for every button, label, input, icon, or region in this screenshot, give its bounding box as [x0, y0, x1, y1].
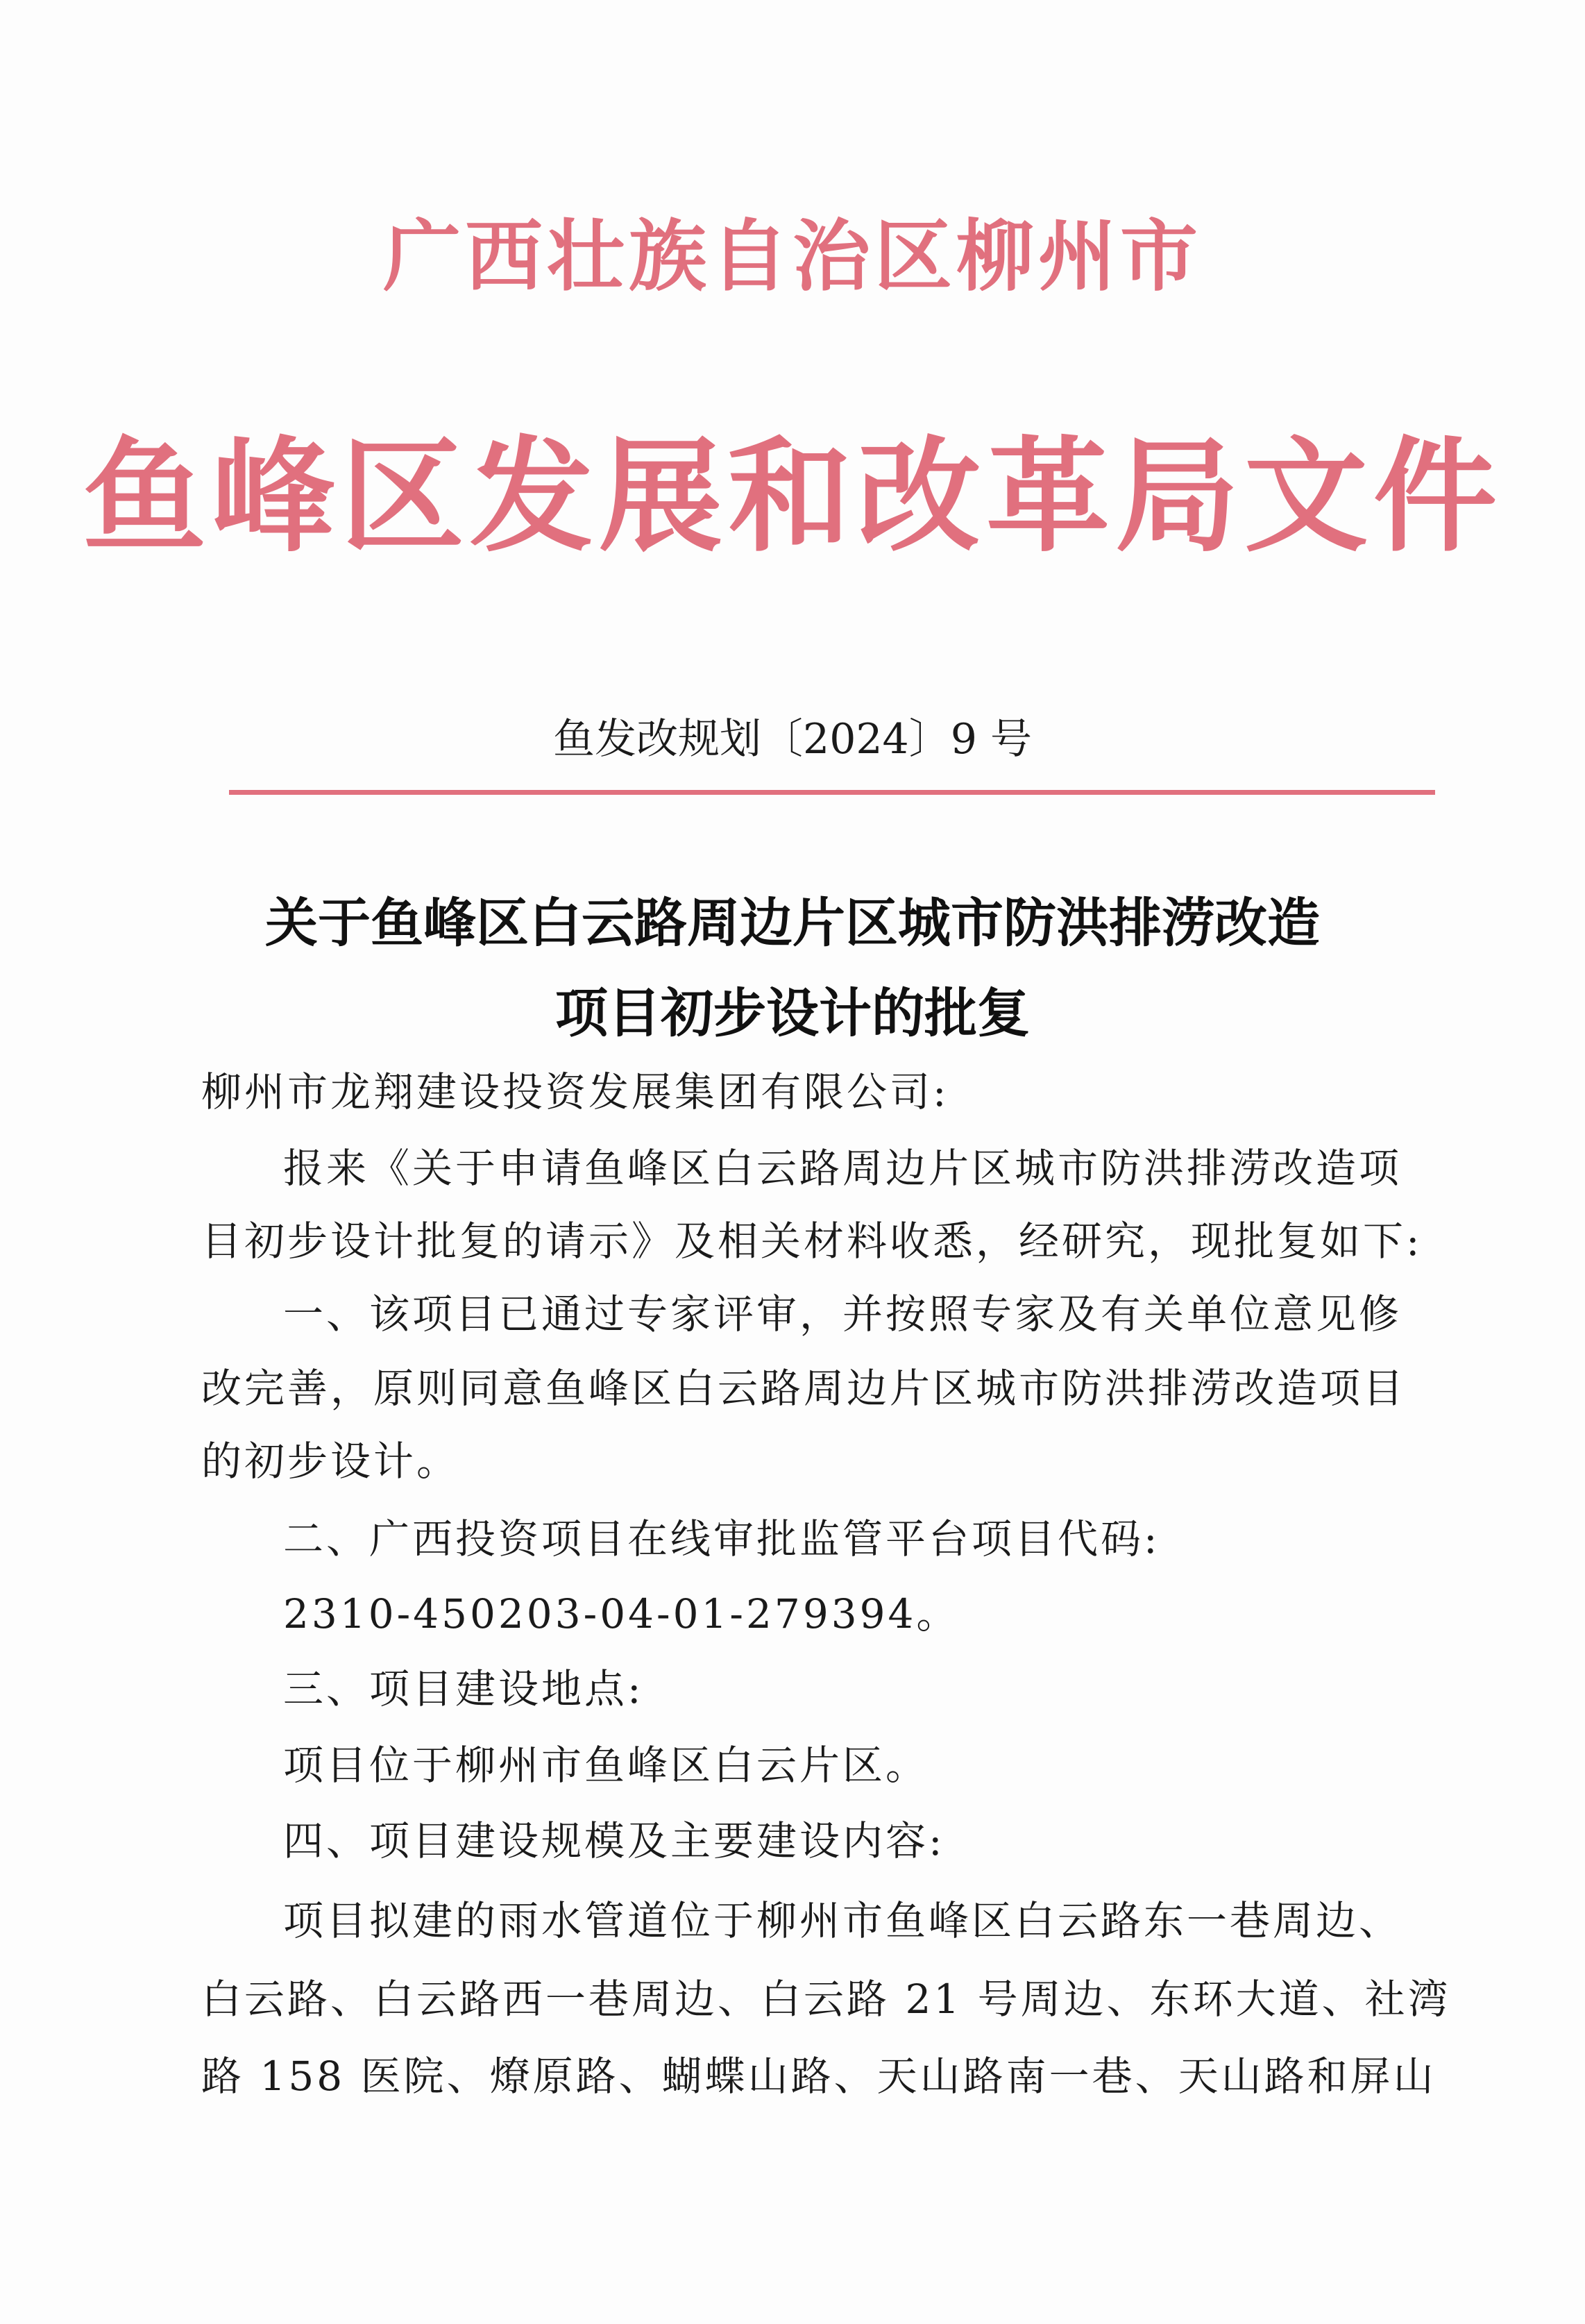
document-number: 鱼发改规划〔2024〕9 号 [553, 715, 1032, 764]
document-title-line-2: 项目初步设计的批复 [555, 982, 1030, 1044]
paragraph-6-line-1: 项目拟建的雨水管道位于柳州市鱼峰区白云路东一巷周边、 [283, 1897, 1402, 1944]
paragraph-5-heading: 四、项目建设规模及主要建设内容: [283, 1817, 945, 1864]
document-title-line-1: 关于鱼峰区白云路周边片区城市防洪排涝改造 [265, 892, 1320, 954]
paragraph-3-line-1: 二、广西投资项目在线审批监管平台项目代码: [283, 1515, 1160, 1563]
paragraph-1-line-2: 目初步设计批复的请示》及相关材料收悉，经研究，现批复如下: [201, 1218, 1423, 1265]
paragraph-2-line-2: 改完善，原则同意鱼峰区白云路周边片区城市防洪排涝改造项目 [201, 1365, 1407, 1412]
paragraph-6-line-3: 路 158 医院、燎原路、蝴蝶山路、天山路南一巷、天山路和屏山 [201, 2053, 1436, 2100]
project-code: 2310-450203-04-01-279394。 [283, 1590, 960, 1637]
paragraph-6-line-2: 白云路、白云路西一巷周边、白云路 21 号周边、东环大道、社湾 [201, 1976, 1451, 2023]
paragraph-2-line-1: 一、该项目已通过专家评审，并按照专家及有关单位意见修 [283, 1290, 1402, 1338]
red-divider-line [229, 790, 1435, 795]
paragraph-2-line-3: 的初步设计。 [201, 1438, 460, 1485]
addressee: 柳州市龙翔建设投资发展集团有限公司: [201, 1068, 949, 1115]
paragraph-4-heading: 三、项目建设地点: [283, 1665, 644, 1712]
paragraph-1-line-1: 报来《关于申请鱼峰区白云路周边片区城市防洪排涝改造项 [283, 1145, 1402, 1192]
project-location: 项目位于柳州市鱼峰区白云片区。 [283, 1742, 929, 1789]
issuing-region-header: 广西壮族自治区柳州市 [383, 211, 1202, 302]
issuing-agency-header: 鱼峰区发展和改革局文件 [83, 423, 1502, 569]
